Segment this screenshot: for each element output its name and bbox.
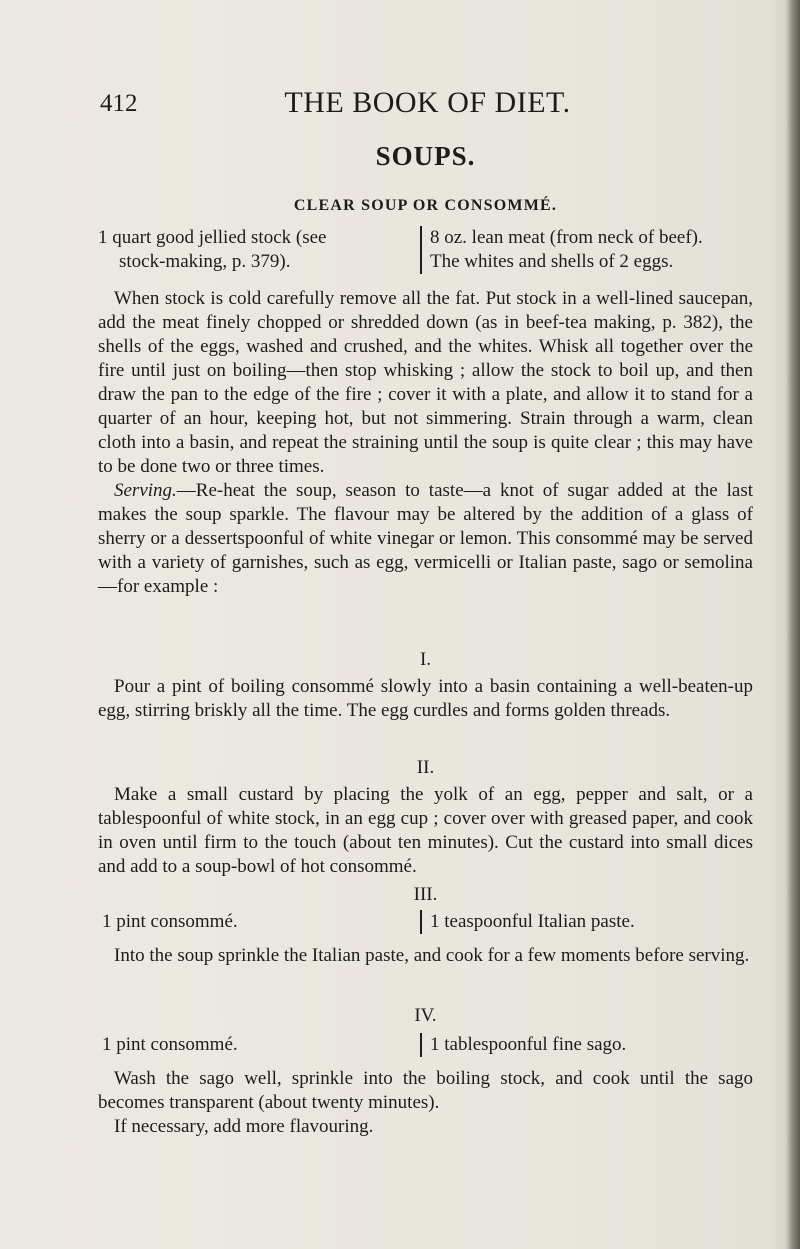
- garnish-1-text: Pour a pint of boiling consommé slowly into a basin containing a well-beaten-up egg, stirring briskly all the time. The egg curdles and forms golden threads.: [98, 676, 753, 721]
- ingredient-line: 8 oz. lean meat (from neck of beef).: [430, 227, 703, 248]
- running-head: [100, 86, 755, 126]
- page-edge-shadow: [786, 0, 800, 1249]
- ingredient-line: 1 tablespoonful fine sago.: [420, 1033, 753, 1057]
- garnish-numeral-3: III.: [413, 884, 438, 905]
- book-title: THE BOOK OF DIET.: [284, 86, 571, 119]
- serving-text: —Re-heat the soup, season to taste—a knot of sugar added at the last makes the soup sparkle. The flavour may be altered by the addition of a glass of sherry or a dessertspoonful of white vinegar or lemon. This consommé may be served with a variety of garnishes, such as egg, vermicelli or Italian paste, sago or semolina—for example :: [98, 480, 753, 597]
- garnish-1: [98, 675, 753, 723]
- garnish-numeral-2: II.: [416, 757, 435, 778]
- ingredient-line: 1 teaspoonful Italian paste.: [420, 910, 753, 934]
- garnish-4-text: Wash the sago well, sprinkle into the boiling stock, and cook until the sago becomes transparent (about twenty minutes).: [98, 1068, 753, 1113]
- ingredient-line: stock-making, p. 379).: [119, 251, 291, 272]
- serving-label: Serving.: [114, 480, 177, 501]
- ingredient-line: 1 pint consommé.: [102, 1034, 238, 1055]
- garnish-numeral-1: I.: [419, 649, 432, 670]
- ingredient-line: The whites and shells of 2 eggs.: [430, 251, 674, 272]
- garnish-3-ingredients: [98, 910, 753, 934]
- page-number: 412: [100, 90, 138, 117]
- recipe-title: CLEAR SOUP OR CONSOMMÉ.: [293, 197, 558, 214]
- garnish-4-note: If necessary, add more flavouring.: [114, 1116, 374, 1137]
- garnish-3-text: Into the soup sprinkle the Italian paste, and cook for a few moments before serving.: [114, 945, 750, 966]
- section-title: SOUPS.: [375, 141, 476, 171]
- method-paragraph: When stock is cold carefully remove all the fat. Put stock in a well-lined saucepan, add the meat finely chopped or shredded down (as in beef-tea making, p. 382), the shells of the eggs, washed and crushed, and the whites. Whisk all together over the fire until just on boiling—then stop whisking ; allow the stock to boil up, and then draw the pan to the edge of the fire ; cover it with a plate, and allow it to stand for a quarter of an hour, keeping hot, but not simmering. Strain through a warm, clean cloth into a basin, and repeat the straining until the soup is quite clear ; this may have to be done two or three times.: [98, 288, 753, 477]
- garnish-4: [98, 1033, 753, 1139]
- ingredient-line: 1 pint consommé.: [102, 911, 238, 932]
- ingredients-left-column: [98, 226, 420, 274]
- ingredient-line: 1 quart good jellied stock (see: [98, 227, 327, 248]
- method-block: [98, 287, 753, 599]
- ingredients-block: [98, 226, 753, 274]
- garnish-numeral-4: IV.: [414, 1005, 437, 1026]
- garnish-2-text: Make a small custard by placing the yolk of an egg, pepper and salt, or a tablespoonful of white stock, in an egg cup ; cover over with greased paper, and cook in oven until firm to the touch (about ten minutes). Cut the custard into small dices and add to a soup-bowl of hot consommé.: [98, 784, 753, 877]
- ingredients-right-column: [420, 226, 753, 274]
- garnish-3: [98, 910, 753, 968]
- serving-paragraph: [98, 479, 753, 599]
- garnish-4-ingredients: [98, 1033, 753, 1057]
- garnish-2: [98, 783, 753, 879]
